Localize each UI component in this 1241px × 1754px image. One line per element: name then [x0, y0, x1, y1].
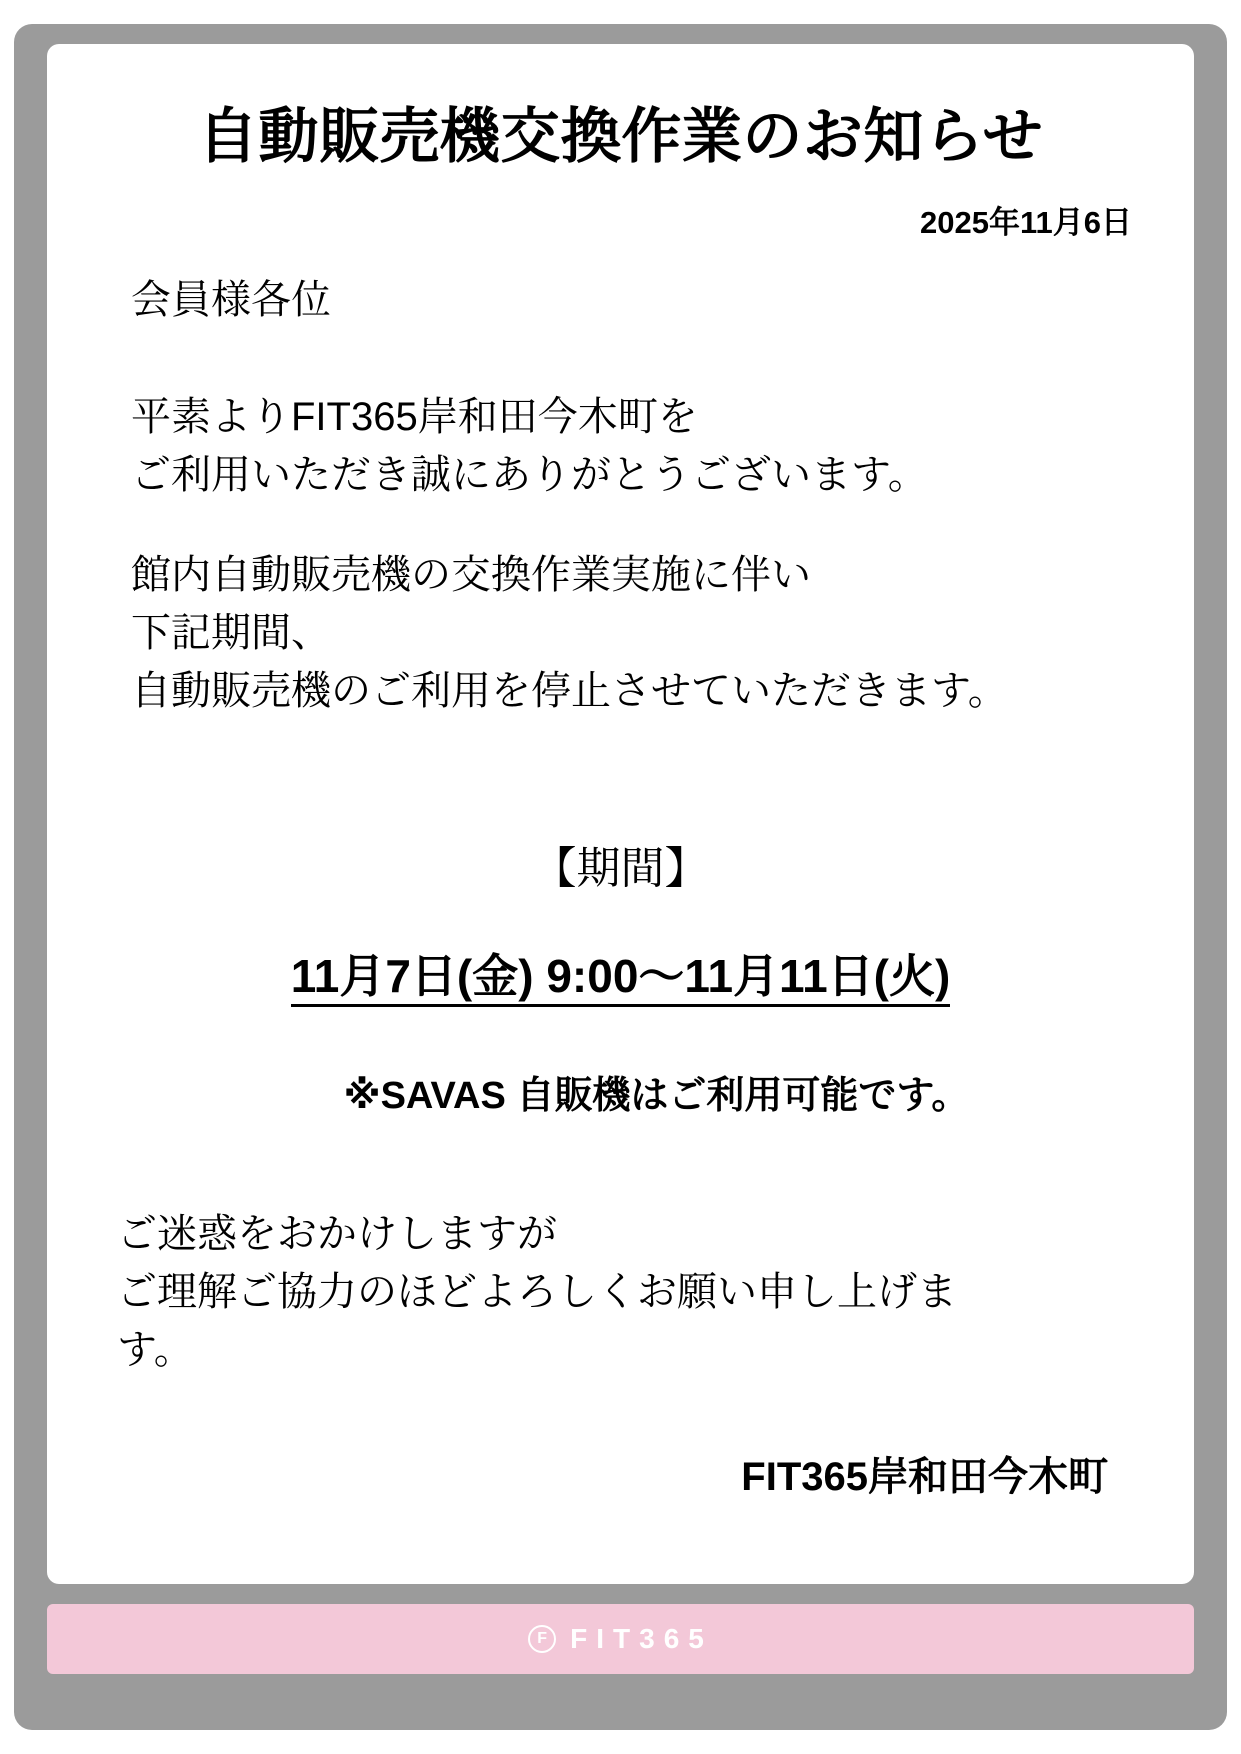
paragraph-gap [131, 504, 1142, 546]
brand-logo [528, 1623, 713, 1655]
body-line-1: 館内自動販売機の交換作業実施に伴い [131, 553, 811, 597]
body-line-3: 自動販売機のご利用を停止させていただきます。 [131, 669, 1008, 713]
closing-line-1: ご迷惑をおかけしますが [117, 1212, 557, 1256]
closing-line-3: す。 [117, 1328, 194, 1372]
period-heading: 【期間】 [532, 844, 709, 893]
savas-note: ※SAVAS 自販機はご利用可能です。 [343, 1075, 970, 1117]
closing-line-2: ご理解ご協力のほどよろしくお願い申し上げま [117, 1270, 957, 1314]
notice-date: 2025年11月6日 [920, 205, 1132, 240]
body-line-2: 下記期間、 [131, 611, 331, 655]
period-range-text: 11月7日(金) 9:00〜11月11日(火) [291, 950, 951, 1007]
closing-block [117, 1205, 1142, 1379]
footer-brand-bar [47, 1604, 1194, 1674]
intro-line-1: 平素よりFIT365岸和田今木町を [131, 395, 698, 439]
signature: FIT365岸和田今木町 [741, 1455, 1108, 1499]
intro-line-2: ご利用いただき誠にありがとうございます。 [131, 453, 928, 497]
notice-sheet [47, 44, 1194, 1584]
period-range [99, 940, 1142, 1006]
brand-name: FIT365 [570, 1623, 713, 1654]
salutation: 会員様各位 [131, 278, 331, 322]
notice-content [47, 44, 1194, 1584]
fit365-circle-icon: F [528, 1625, 556, 1653]
page-title: 自動販売機交換作業のお知らせ [197, 103, 1044, 170]
notice-body [131, 388, 1142, 720]
poster-frame [14, 24, 1227, 1730]
